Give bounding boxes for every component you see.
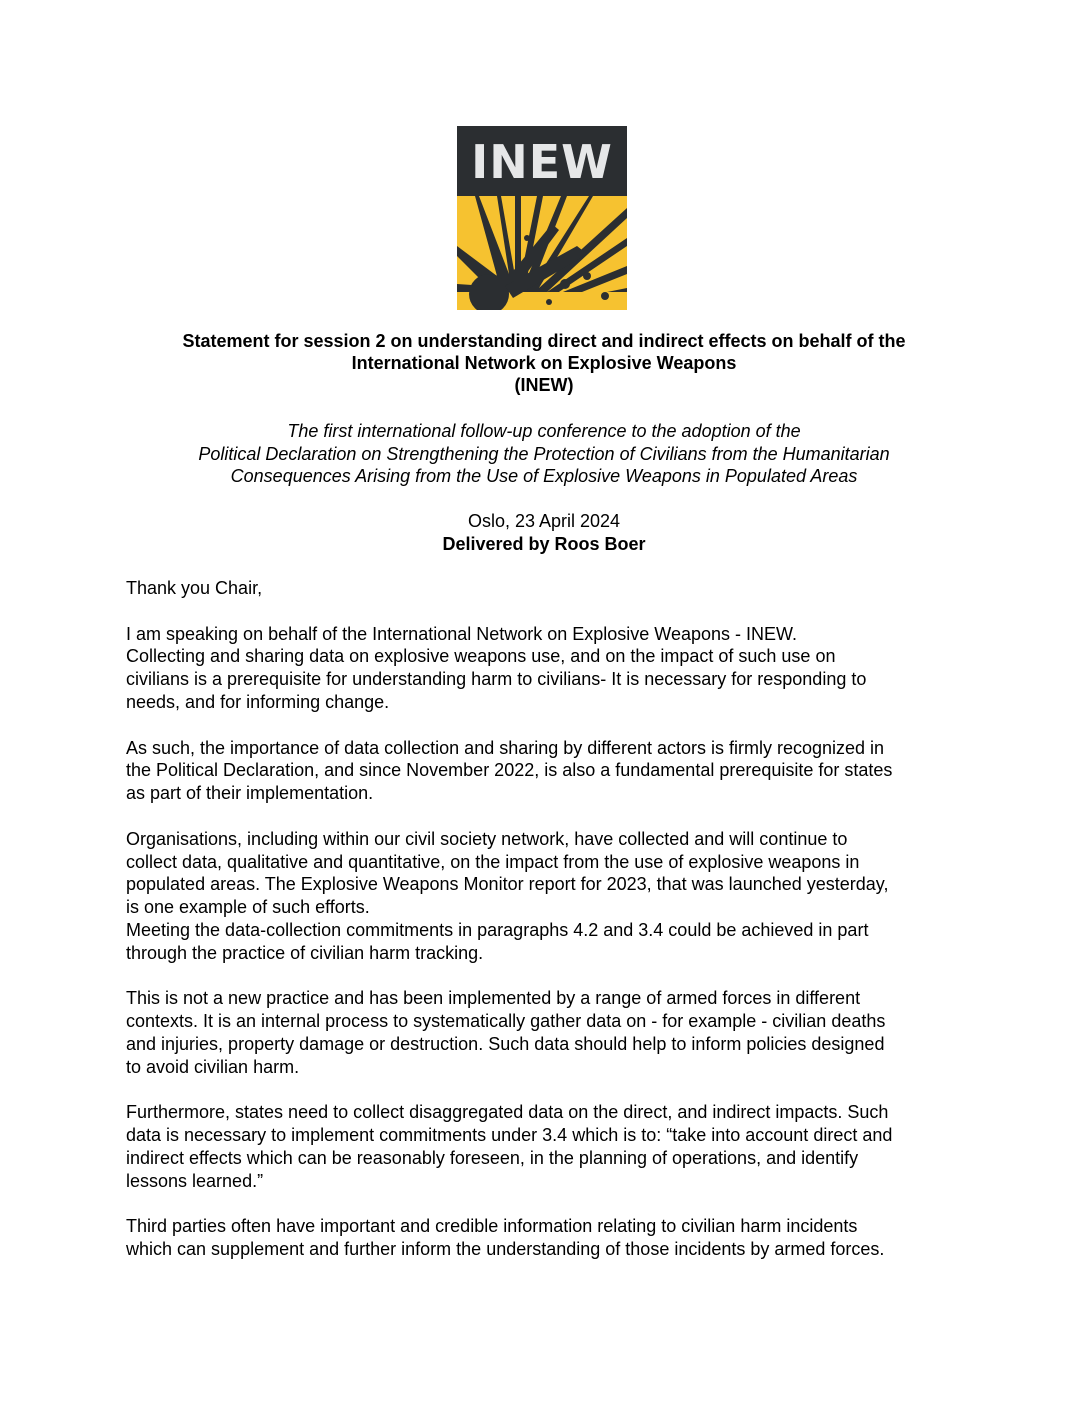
p3-line: Organisations, including within our civil society network, have collected and will continue to (126, 828, 848, 849)
p4-line: through the practice of civilian harm tracking. (126, 942, 484, 963)
greeting (126, 577, 966, 600)
subtitle-line-1: The first international follow-up conference to the adoption of the (287, 421, 801, 441)
p6-line: indirect effects which can be reasonably foreseen, in the planning of operations, and identify (126, 1147, 859, 1168)
title-line-1: Statement for session 2 on understanding direct and indirect effects on behalf of the (182, 331, 906, 351)
p6-line: lessons learned.” (126, 1170, 264, 1191)
greeting-text: Thank you Chair, (126, 578, 263, 598)
statement-meta (110, 510, 978, 555)
p1-line: needs, and for informing change. (126, 691, 390, 712)
p5-line: This is not a new practice and has been implemented by a range of armed forces in different (126, 988, 861, 1009)
explosion-icon (457, 126, 627, 310)
p5-line: and injuries, property damage or destruction. Such data should help to inform policies designed (126, 1033, 885, 1054)
logo-wordmark: INEW (471, 135, 613, 189)
title-line-3: (INEW) (514, 375, 574, 395)
title-line-2: International Network on Explosive Weapons (351, 353, 737, 373)
paragraph-2 (126, 737, 966, 805)
p1-line: civilians is a prerequisite for understanding harm to civilians- It is necessary for responding to (126, 669, 867, 690)
p6-line: Furthermore, states need to collect disaggregated data on the direct, and indirect impacts. Such (126, 1102, 889, 1123)
paragraph-1 (126, 623, 966, 714)
p5-line: contexts. It is an internal process to systematically gather data on - for example - civilian deaths (126, 1011, 886, 1032)
conference-subtitle (110, 420, 978, 488)
p2-line: the Political Declaration, and since November 2022, is also a fundamental prerequisite for states (126, 760, 893, 781)
p1-line: Collecting and sharing data on explosive weapons use, and on the impact of such use on (126, 646, 836, 667)
p3-line: populated areas. The Explosive Weapons Monitor report for 2023, that was launched yesterday, (126, 874, 889, 895)
statement-title (110, 330, 978, 396)
subtitle-line-2: Political Declaration on Strengthening the Protection of Civilians from the Humanitarian (198, 443, 890, 464)
p3-line: collect data, qualitative and quantitative, on the impact from the use of explosive weapons in (126, 851, 860, 872)
paragraph-4 (126, 919, 966, 965)
inew-logo (457, 126, 627, 310)
p6-line: data is necessary to implement commitments under 3.4 which is to: “take into account direct and (126, 1125, 893, 1146)
paragraph-3 (126, 828, 966, 919)
p7-line: Third parties often have important and credible information relating to civilian harm incidents (126, 1216, 858, 1237)
p3-line: is one example of such efforts. (126, 897, 370, 918)
statement-body (126, 577, 966, 1284)
place-date: Oslo, 23 April 2024 (467, 511, 621, 531)
p5-line: to avoid civilian harm. (126, 1056, 300, 1077)
p1-line: I am speaking on behalf of the International Network on Explosive Weapons - INEW. (126, 623, 798, 644)
paragraph-7 (126, 1215, 966, 1261)
p2-line: as part of their implementation. (126, 783, 374, 804)
paragraph-5 (126, 987, 966, 1078)
subtitle-line-3: Consequences Arising from the Use of Explosive Weapons in Populated Areas (230, 466, 858, 486)
paragraph-6 (126, 1101, 966, 1192)
p7-line: which can supplement and further inform the understanding of those incidents by armed forces. (126, 1239, 885, 1260)
p4-line: Meeting the data-collection commitments in paragraphs 4.2 and 3.4 could be achieved in part (126, 919, 869, 940)
delivered-by: Delivered by Roos Boer (442, 533, 646, 554)
p2-line: As such, the importance of data collection and sharing by different actors is firmly recognized in (126, 737, 885, 758)
